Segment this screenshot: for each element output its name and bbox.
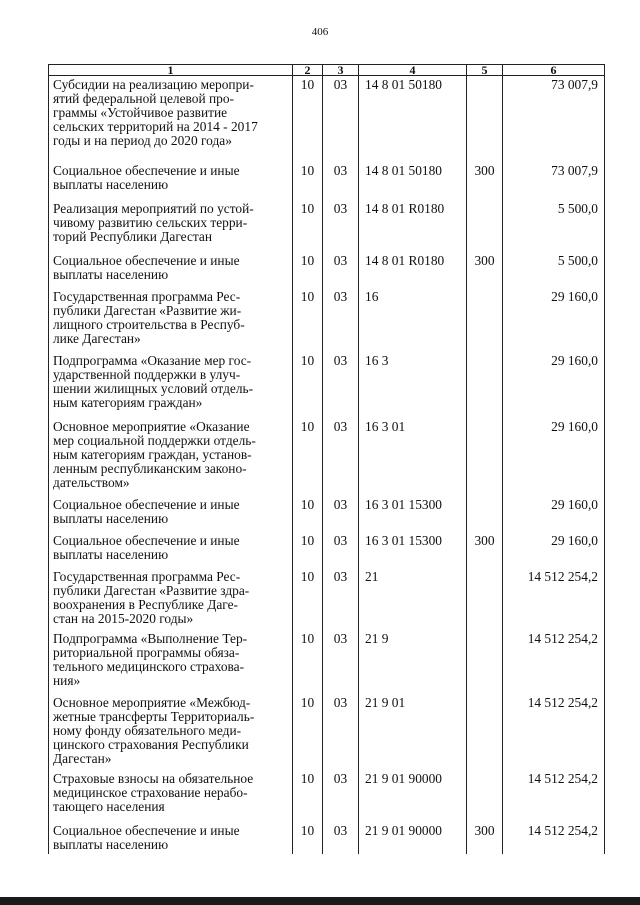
header-col-2: 2 [293,65,323,76]
table-row [49,352,605,418]
row-target-article-cell: 21 9 01 90000 [359,822,467,854]
row-target-article-cell: 16 [359,288,467,352]
row-target-article-cell: 14 8 01 R0180 [359,252,467,288]
row-amount-cell: 29 160,0 [503,496,605,532]
row-expense-type-cell [467,200,503,252]
row-subsection-cell: 03 [323,532,359,568]
row-name-cell: Основное мероприятие «Межбюд- жетные трансферты Территориаль- ному фонду обязательного меди- цинского страхования Республики Дагестан» [49,694,293,770]
row-subsection-cell: 03 [323,200,359,252]
row-subsection-cell: 03 [323,822,359,854]
row-section-cell: 10 [293,288,323,352]
row-name-cell: Государственная программа Рес- публики Дагестан «Развитие здра- воохранения в Республике Даге- стан на 2015-2020 годы» [49,568,293,630]
row-amount-cell: 14 512 254,2 [503,568,605,630]
header-col-5: 5 [467,65,503,76]
row-expense-type-cell [467,770,503,822]
row-subsection-cell: 03 [323,162,359,200]
row-target-article-cell: 16 3 01 15300 [359,532,467,568]
row-name-cell: Подпрограмма «Выполнение Тер- риториальной программы обяза- тельного медицинского страхова- ния» [49,630,293,694]
row-name-cell: Социальное обеспечение и иные выплаты населению [49,532,293,568]
row-amount-cell: 14 512 254,2 [503,822,605,854]
table-row [49,200,605,252]
row-section-cell: 10 [293,532,323,568]
table-row [49,532,605,568]
row-expense-type-cell [467,76,503,162]
row-subsection-cell: 03 [323,76,359,162]
row-name-cell: Социальное обеспечение и иные выплаты населению [49,162,293,200]
row-name-cell: Государственная программа Рес- публики Дагестан «Развитие жи- лищного строительства в Респуб- лике Дагестан» [49,288,293,352]
row-amount-cell: 73 007,9 [503,162,605,200]
row-target-article-cell: 14 8 01 50180 [359,162,467,200]
scan-edge-bar [0,897,640,905]
table-row [49,568,605,630]
row-subsection-cell: 03 [323,694,359,770]
row-amount-cell: 5 500,0 [503,252,605,288]
row-name-cell: Социальное обеспечение и иные выплаты населению [49,822,293,854]
row-amount-cell: 14 512 254,2 [503,630,605,694]
row-expense-type-cell [467,352,503,418]
table-row [49,822,605,854]
row-target-article-cell: 21 9 [359,630,467,694]
row-subsection-cell: 03 [323,418,359,496]
row-amount-cell: 73 007,9 [503,76,605,162]
row-subsection-cell: 03 [323,770,359,822]
row-name-cell: Реализация мероприятий по устой- чивому развитию сельских терри- торий Республики Дагестан [49,200,293,252]
row-expense-type-cell [467,694,503,770]
row-expense-type-cell [467,418,503,496]
header-col-4: 4 [359,65,467,76]
table-row [49,630,605,694]
row-section-cell: 10 [293,162,323,200]
row-section-cell: 10 [293,496,323,532]
budget-table [48,64,605,854]
row-target-article-cell: 21 9 01 [359,694,467,770]
row-name-cell: Страховые взносы на обязательное медицинское страхование нерабо- тающего населения [49,770,293,822]
row-section-cell: 10 [293,822,323,854]
table-body [49,76,605,854]
row-section-cell: 10 [293,200,323,252]
row-amount-cell: 29 160,0 [503,418,605,496]
row-expense-type-cell: 300 [467,162,503,200]
row-section-cell: 10 [293,568,323,630]
row-subsection-cell: 03 [323,252,359,288]
table-row [49,694,605,770]
table-row [49,418,605,496]
row-target-article-cell: 21 [359,568,467,630]
row-name-cell: Субсидии на реализацию меропри- ятий федеральной целевой про- граммы «Устойчивое развитие сельских территорий на 2014 - 2017 годы и на период до 2020 года» [49,76,293,162]
row-amount-cell: 14 512 254,2 [503,770,605,822]
row-target-article-cell: 16 3 [359,352,467,418]
row-expense-type-cell [467,288,503,352]
header-row [49,65,605,76]
row-expense-type-cell [467,568,503,630]
row-target-article-cell: 16 3 01 15300 [359,496,467,532]
row-amount-cell: 5 500,0 [503,200,605,252]
table-row [49,770,605,822]
row-target-article-cell: 21 9 01 90000 [359,770,467,822]
row-section-cell: 10 [293,76,323,162]
row-expense-type-cell: 300 [467,822,503,854]
header-col-1: 1 [49,65,293,76]
table-row [49,162,605,200]
row-section-cell: 10 [293,770,323,822]
table-row [49,288,605,352]
header-col-3: 3 [323,65,359,76]
row-subsection-cell: 03 [323,496,359,532]
row-name-cell: Подпрограмма «Оказание мер гос- ударственной поддержки в улуч- шении жилищных условий отдель- ным категориям граждан» [49,352,293,418]
row-name-cell: Социальное обеспечение и иные выплаты населению [49,252,293,288]
row-target-article-cell: 14 8 01 50180 [359,76,467,162]
row-section-cell: 10 [293,352,323,418]
header-col-6: 6 [503,65,605,76]
row-section-cell: 10 [293,418,323,496]
row-expense-type-cell: 300 [467,252,503,288]
row-subsection-cell: 03 [323,288,359,352]
table-row [49,252,605,288]
row-subsection-cell: 03 [323,630,359,694]
row-name-cell: Социальное обеспечение и иные выплаты населению [49,496,293,532]
row-target-article-cell: 16 3 01 [359,418,467,496]
row-amount-cell: 29 160,0 [503,352,605,418]
row-subsection-cell: 03 [323,352,359,418]
row-amount-cell: 29 160,0 [503,532,605,568]
row-subsection-cell: 03 [323,568,359,630]
table-row [49,76,605,162]
table-row [49,496,605,532]
row-expense-type-cell: 300 [467,532,503,568]
row-section-cell: 10 [293,252,323,288]
row-amount-cell: 29 160,0 [503,288,605,352]
page-number: 406 [311,26,329,38]
row-target-article-cell: 14 8 01 R0180 [359,200,467,252]
row-section-cell: 10 [293,630,323,694]
row-expense-type-cell [467,496,503,532]
row-expense-type-cell [467,630,503,694]
row-amount-cell: 14 512 254,2 [503,694,605,770]
row-name-cell: Основное мероприятие «Оказание мер социальной поддержки отдель- ным категориям граждан, установ- ленным республиканским законо- дательством» [49,418,293,496]
row-section-cell: 10 [293,694,323,770]
